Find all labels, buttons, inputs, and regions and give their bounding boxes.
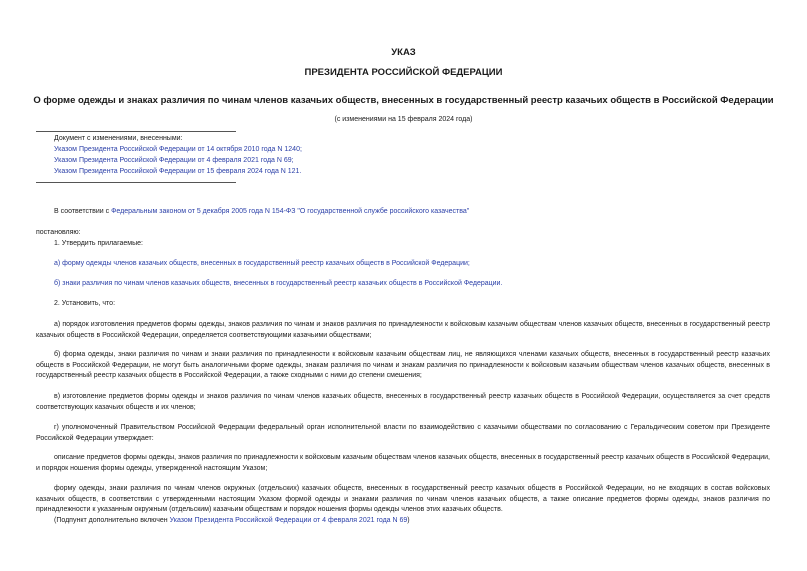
- preamble-prefix: В соответствии с: [54, 208, 112, 215]
- item-2g-1: описание предметов формы одежды, знаков различия по принадлежности к войсковым казачьим обществам членов казачьих обществ, внесенных в государственный реестр казачьих обществ в Российской Федерации, и порядок ношения формы одежды, утвержденной настоящим Указом;: [36, 454, 770, 472]
- document-title: О форме одежды и знаках различия по чинам членов казачьих обществ, внесенных в государственный реестр казачьих обществ в Российской Федерации: [33, 95, 774, 106]
- item-2b: б) форма одежды, знаки различия по чинам и знаки различия по принадлежности к войсковым казачьим обществам лиц, не являющихся членами казачьих обществ, внесенных в государственный реестр казачьих обществ в Российской Федерации, не могут быть аналогичными форме одежды, знакам различия по чинам и знакам различия по принадлежности к войсковым казачьим обществам членов казачьих обществ, внесенных в государственный реестр казачьих обществ в Российской Федерации, а также сходными с ними до степени смешения;: [36, 351, 770, 379]
- changes-heading: Документ с изменениями, внесенными:: [54, 135, 183, 142]
- item-1b-link[interactable]: б) знаки различия по чинам членов казачьих обществ, внесенных в государственный реестр казачьих обществ в Российской Федерации.: [54, 280, 503, 287]
- item-2v: в) изготовление предметов формы одежды и знаков различия по чинам членов казачьих обществ, внесенных в государственный реестр казачьих обществ в Российской Федерации, осуществляется за счет средств соответствующих казачьих обществ и их членов;: [36, 393, 770, 411]
- federal-law-link[interactable]: Федеральным законом от 5 декабря 2005 года N 154-ФЗ "О государственной службе российского казачества": [111, 208, 470, 215]
- footnote-prefix: (Подпункт дополнительно включен: [54, 517, 170, 524]
- amendment-note: (с изменениями на 15 февраля 2024 года): [334, 116, 473, 123]
- divider-bottom: [36, 182, 236, 183]
- item-2: 2. Установить, что:: [54, 300, 116, 307]
- item-2g-2: форму одежды, знаки различия по чинам членов окружных (отдельских) казачьих обществ, внесенных в государственный реестр казачьих обществ в Российской Федерации, но не входящих в состав войсковых казачьих обществ, в соответствии с утвержденными настоящим Указом формой одежды и знаками различия по чинам членов казачьих обществ, а также описание предметов формы одежды, знаков различия по принадлежности к указанным окружным (отдельским) казачьим обществам и порядок ношения формы одежды членов этих казачьих обществ.: [36, 485, 770, 513]
- item-1a-link[interactable]: а) форму одежды членов казачьих обществ, внесенных в государственный реестр казачьих обществ в Российской Федерации;: [54, 260, 470, 267]
- change-link-2024[interactable]: Указом Президента Российской Федерации от 15 февраля 2024 года N 121.: [54, 168, 302, 175]
- item-2a: а) порядок изготовления предметов формы одежды, знаков различия по чинам и знаков различия по принадлежности к войсковым казачьим обществам членов казачьих обществ, внесенных в государственный реестр казачьих обществ в Российской Федерации, определяется соответствующими казачьими обществами;: [36, 321, 770, 339]
- preamble: [54, 207, 469, 218]
- item-1: 1. Утвердить прилагаемые:: [54, 240, 143, 247]
- title-ukaz: УКАЗ: [391, 47, 416, 58]
- change-link-2010[interactable]: Указом Президента Российской Федерации от 14 октября 2010 года N 1240;: [54, 146, 302, 153]
- item-2g: г) уполномоченный Правительством Российской Федерации федеральный орган исполнительной власти по взаимодействию с казачьими обществами по согласованию с Геральдическим советом при Президенте Российской Федерации утверждает:: [36, 424, 770, 442]
- divider-top: [36, 131, 236, 132]
- footnote-link[interactable]: Указом Президента Российской Федерации от 4 февраля 2021 года N 69: [169, 517, 408, 524]
- change-link-2021[interactable]: Указом Президента Российской Федерации от 4 февраля 2021 года N 69;: [54, 157, 294, 164]
- title-president: ПРЕЗИДЕНТА РОССИЙСКОЙ ФЕДЕРАЦИИ: [304, 67, 503, 78]
- footnote: [54, 516, 410, 527]
- resolve-text: постановляю:: [36, 229, 81, 236]
- footnote-suffix: ): [407, 517, 410, 524]
